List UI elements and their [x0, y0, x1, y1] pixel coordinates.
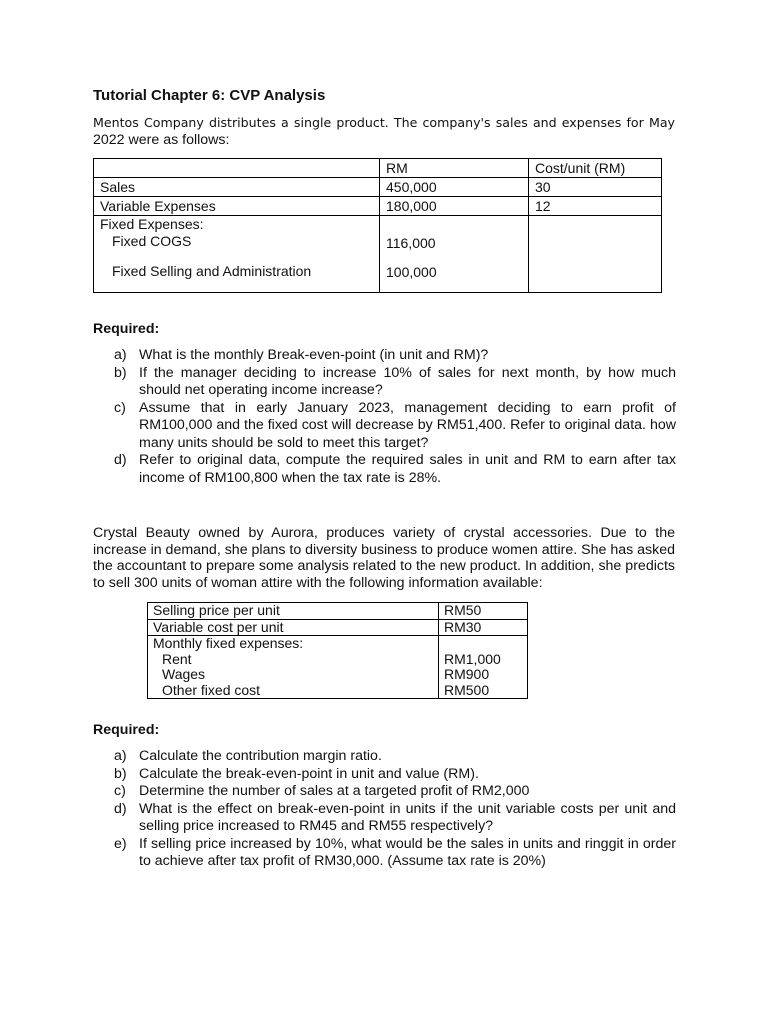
table-header-cell: Cost/unit (RM): [529, 159, 662, 178]
fixed-selling-label: Fixed Selling and Administration: [112, 263, 312, 279]
table-cell: 30: [529, 178, 662, 197]
required-heading-2: Required:: [93, 722, 160, 738]
list-item: d) Refer to original data, compute the required sales in unit and RM to earn after tax income of RM100,800 when the tax rate is 28%.: [114, 452, 676, 486]
table-cell: Selling price per unit: [148, 603, 439, 620]
table-cell: [439, 636, 528, 699]
table-row-fixed-expenses: [94, 216, 662, 293]
company-data-table: [93, 158, 662, 293]
table-cell: 450,000: [380, 178, 529, 197]
other-fixed-label: Other fixed cost: [162, 681, 261, 698]
crystal-beauty-paragraph: Crystal Beauty owned by Aurora, produces variety of crystal accessories. Due to the increase in demand, she plans to diversity business to produce women attire. She has asked the accountant to prepare some analysis related to the new product. In addition, she predicts to sell 300 units of woman attire with the following information available:: [93, 525, 676, 592]
fixed-expenses-heading: Fixed Expenses:: [100, 216, 204, 232]
table-cell: [148, 636, 439, 699]
table-row: [94, 197, 662, 216]
list-item: a) Calculate the contribution margin ratio.: [114, 748, 382, 764]
intro-line-1: Mentos Company distributes a single product. The company's sales and expenses for May: [93, 115, 675, 130]
table-row-monthly-fixed: [148, 636, 528, 699]
intro-line-2: 2022 were as follows:: [93, 131, 230, 148]
question-list-1: [114, 347, 676, 487]
list-item: e) If selling price increased by 10%, what would be the sales in units and ringgit in order to achieve after tax profit of RM30,000. (Assume tax rate is 20%): [114, 835, 676, 869]
rent-value: RM1,000: [444, 650, 501, 667]
table-cell: Variable cost per unit: [148, 619, 439, 636]
table-cell: 12: [529, 197, 662, 216]
table-cell: [94, 216, 380, 293]
list-item: a) What is the monthly Break-even-point (in unit and RM)?: [114, 347, 489, 363]
table-header-cell: [94, 159, 380, 178]
wages-value: RM900: [444, 666, 490, 682]
page-title: Tutorial Chapter 6: CVP Analysis: [93, 87, 326, 104]
list-item: b) If the manager deciding to increase 10% of sales for next month, by how much should net operating income increase?: [114, 364, 676, 398]
table-row: [148, 619, 528, 636]
fixed-selling-value: 100,000: [386, 264, 437, 280]
monthly-fixed-heading: Monthly fixed expenses:: [153, 635, 304, 651]
other-fixed-value: RM500: [444, 681, 490, 698]
table-cell: [529, 216, 662, 293]
wages-label: Wages: [162, 666, 206, 682]
question-list-2: [114, 748, 676, 871]
list-item: b) Calculate the break-even-point in unit and value (RM).: [114, 765, 479, 782]
table-header-row: [94, 159, 662, 178]
required-heading-1: Required:: [93, 321, 160, 337]
list-item: c) Assume that in early January 2023, management deciding to earn profit of RM100,000 and the fixed cost will decrease by RM51,400. Refer to original data. how many units should be sold to meet this target?: [114, 399, 676, 451]
crystal-data-table: [147, 602, 528, 699]
table-cell: [380, 216, 529, 293]
list-item: c) Determine the number of sales at a targeted profit of RM2,000: [114, 783, 530, 799]
fixed-cogs-label: Fixed COGS: [112, 232, 192, 249]
table-row: [94, 178, 662, 197]
table-row: [148, 603, 528, 620]
intro-paragraph: [93, 115, 675, 148]
table-cell: RM30: [439, 619, 528, 636]
rent-label: Rent: [162, 650, 192, 667]
table-cell: RM50: [439, 603, 528, 620]
table-cell: 180,000: [380, 197, 529, 216]
table-cell: Variable Expenses: [94, 197, 380, 216]
table-cell: Sales: [94, 178, 380, 197]
fixed-cogs-value: 116,000: [386, 234, 436, 251]
list-item: d) What is the effect on break-even-point in units if the unit variable costs per unit and selling price increased to RM45 and RM55 respectively?: [114, 800, 676, 834]
table-header-cell: RM: [380, 159, 529, 178]
